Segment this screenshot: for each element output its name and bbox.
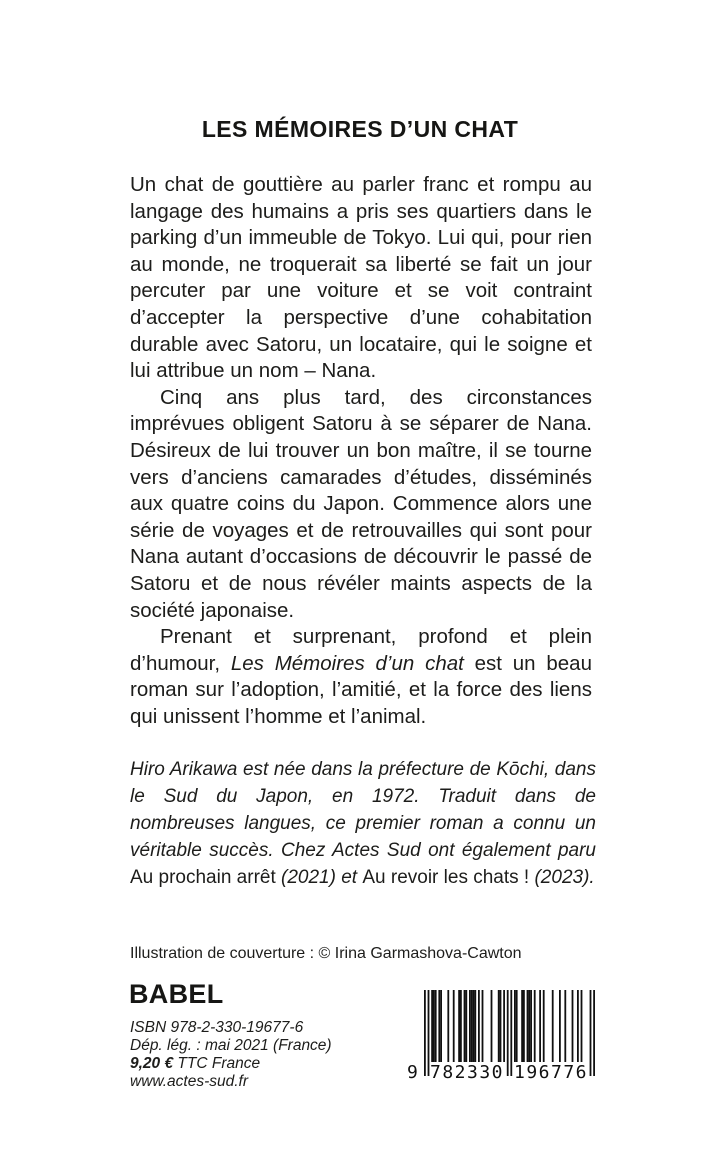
bio-book-title-2: Au revoir les chats ! [362, 867, 530, 888]
synopsis-p3-text-before: Prenant et surprenant, profond et plein d’humour, [130, 625, 592, 675]
barcode-digit-group-2: 196776 [513, 1062, 589, 1083]
price-amount: 9,20 € [130, 1055, 174, 1072]
synopsis [130, 172, 592, 730]
price [130, 1055, 332, 1073]
synopsis-paragraph-2: Cinq ans plus tard, des circonstances imprévues obligent Satoru à se séparer de Nana. Désireux de lui trouver un bon maître, il se tourne vers d’anciens camarades d’études, disséminés aux quatre coins du Japon. Commence alors une série de voyages et de retrouvailles qui sont pour Nana autant d’occasions de découvrir le passé de Satoru et de nous révéler maints aspects de la société japonaise. [130, 385, 592, 622]
barcode-digit-lead: 9 [407, 1062, 418, 1083]
publisher-website: www.actes-sud.fr [130, 1073, 249, 1090]
synopsis-paragraph-1: Un chat de gouttière au parler franc et rompu au langage des humains a pris ses quartiers dans le parking d’un immeuble de Tokyo. Lui qui, pour rien au monde, ne troquerait sa liberté se fait un jour percuter par une voiture et se voit contraint d’accepter la perspective d’une cohabitation durable avec Satoru, un locataire, qui le soigne et lui attribue un nom – Nana. [130, 173, 592, 383]
bio-book-title-1: Au prochain arrêt [130, 867, 276, 888]
bio-text-before: Hiro Arikawa est née dans la préfecture de Kōchi, dans le Sud du Japon, en 1972. Traduit dans de nombreuses langues, ce premier roman a connu un véritable succès. Chez Actes Sud ont également paru [130, 759, 596, 861]
barcode-digit-group-1: 782330 [430, 1062, 505, 1083]
synopsis-p3-text-after: est un beau roman sur l’adoption, l’amitié, et la force des liens qui unissent l’homme et l’animal. [130, 651, 592, 728]
colophon [130, 1019, 332, 1091]
publisher-imprint: BABEL [129, 979, 224, 1009]
bio-text-end: (2023). [529, 867, 595, 888]
book-title: LES MÉMOIRES D’UN CHAT [201, 116, 519, 142]
synopsis-p3-book-title: Les Mémoires d’un chat [230, 651, 464, 675]
author-bio [130, 756, 596, 891]
ean13-barcode [407, 990, 602, 1096]
price-suffix: TTC France [173, 1055, 261, 1072]
isbn: ISBN 978-2-330-19677-6 [130, 1019, 304, 1036]
cover-illustration-credit: Illustration de couverture : © Irina Garmashova-Cawton [130, 945, 522, 962]
synopsis-paragraph-3 [130, 624, 592, 730]
bio-text-mid: (2021) et [275, 867, 363, 888]
legal-deposit: Dép. lég. : mai 2021 (France) [130, 1037, 332, 1054]
